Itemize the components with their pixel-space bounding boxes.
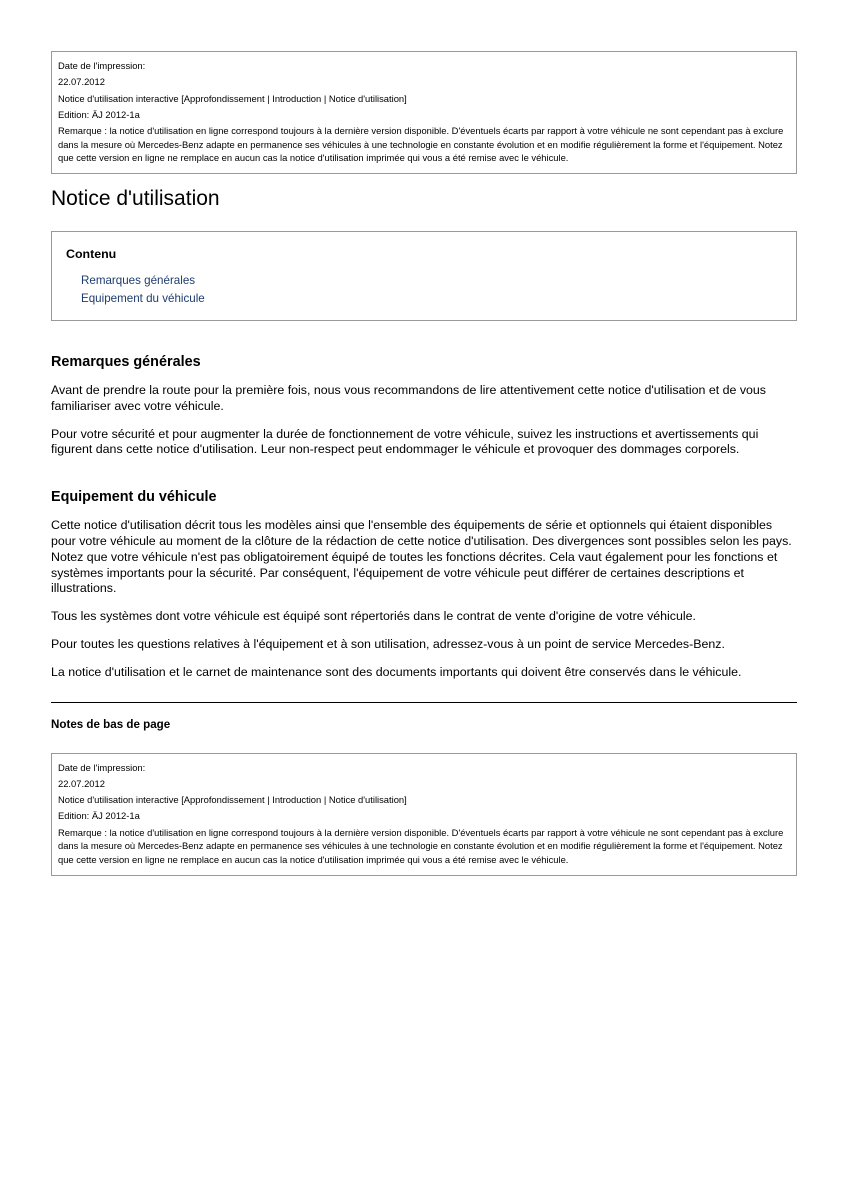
footnotes-title: Notes de bas de page xyxy=(51,717,171,731)
print-date-label: Date de l'impression: xyxy=(58,761,146,773)
footnote-divider xyxy=(51,702,797,703)
toc-link-remarques-generales[interactable]: Remarques générales xyxy=(81,273,196,287)
edition-label: Edition: ÄJ 2012-1a xyxy=(58,810,140,822)
edition-label: Edition: ÄJ 2012-1a xyxy=(58,108,140,120)
page-title: Notice d'utilisation xyxy=(51,186,220,210)
print-date-label: Date de l'impression: xyxy=(58,60,146,71)
table-of-contents xyxy=(51,231,797,321)
section-remarques-generales xyxy=(51,353,797,458)
section-paragraph: Tous les systèmes dont votre véhicule est équipé sont répertoriés dans le contrat de vente d'origine de votre véhicule. xyxy=(51,609,696,624)
section-paragraph: Cette notice d'utilisation décrit tous les modèles ainsi que l'ensemble des équipements de série et optionnels qui étaient disponibles pour votre véhicule au moment de la clôture de la rédaction de cette notice d'utilisation. Des divergences sont possibles selon les pays. Notez que votre véhicule n'est pas obligatoirement équipé de toutes les fonctions décrites. Cela vaut également pour les fonctions et systèmes importants pour la sécurité. Par conséquent, l'équipement de votre véhicule peut différer de certaines descriptions et illustrations. xyxy=(51,518,792,596)
section-paragraph: Avant de prendre la route pour la première fois, nous vous recommandons de lire attentivement cette notice d'utilisation et de vous familiariser avec votre véhicule. xyxy=(51,382,767,413)
document-page xyxy=(51,51,797,876)
section-paragraph: La notice d'utilisation et le carnet de maintenance sont des documents importants qui doivent être conservés dans le véhicule. xyxy=(51,664,742,679)
section-equipement-du-vehicule xyxy=(51,488,797,680)
online-remark: Remarque : la notice d'utilisation en ligne correspond toujours à la dernière version disponible. D'éventuels écarts par rapport à votre véhicule ne sont cependant pas à exclure dans la mesure où Mercedes-Benz adapte en permanence ses véhicules à une technologie en constante évolution et en modifie régulièrement la forme et l'équipement. Notez que cette version en ligne ne remplace en aucun cas la notice d'utilisation imprimée qui vous a été remise avec le véhicule. xyxy=(58,125,784,164)
print-date: 22.07.2012 xyxy=(58,777,105,789)
section-paragraph: Pour votre sécurité et pour augmenter la durée de fonctionnement de votre véhicule, suivez les instructions et avertissements qui figurent dans cette notice d'utilisation. Leur non-respect peut endommager le véhicule et provoquer des dommages corporels. xyxy=(51,426,759,457)
section-paragraph: Pour toutes les questions relatives à l'équipement et à son utilisation, adressez-vous à un point de service Mercedes-Benz. xyxy=(51,636,725,651)
document-path: Notice d'utilisation interactive [Approfondissement | Introduction | Notice d'utilisation] xyxy=(58,92,407,104)
document-path: Notice d'utilisation interactive [Approfondissement | Introduction | Notice d'utilisation] xyxy=(58,794,407,806)
toc-link-equipement-du-vehicule[interactable]: Equipement du véhicule xyxy=(81,291,205,305)
print-info-footer-box xyxy=(51,753,797,876)
section-heading: Remarques générales xyxy=(51,353,201,370)
print-info-header-box xyxy=(51,51,797,174)
online-remark: Remarque : la notice d'utilisation en ligne correspond toujours à la dernière version disponible. D'éventuels écarts par rapport à votre véhicule ne sont cependant pas à exclure dans la mesure où Mercedes-Benz adapte en permanence ses véhicules à une technologie en constante évolution et en modifie régulièrement la forme et l'équipement. Notez que cette version en ligne ne remplace en aucun cas la notice d'utilisation imprimée qui vous a été remise avec le véhicule. xyxy=(58,826,784,865)
section-heading: Equipement du véhicule xyxy=(51,489,217,506)
toc-title: Contenu xyxy=(66,246,117,261)
print-date: 22.07.2012 xyxy=(58,76,105,88)
